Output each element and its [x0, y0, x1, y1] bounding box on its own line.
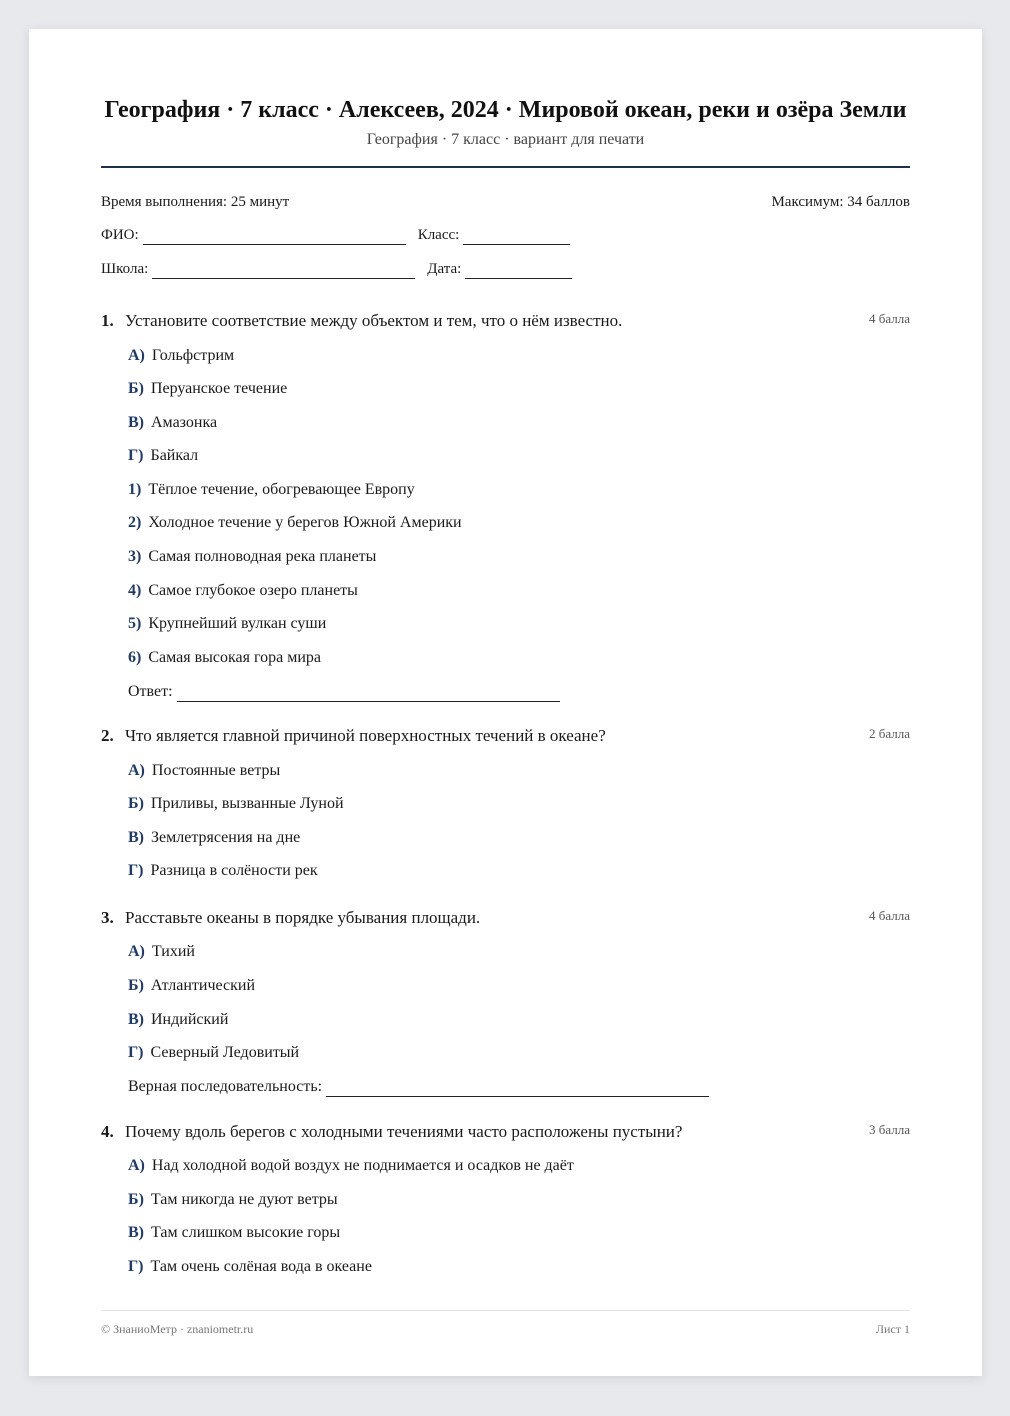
option-text: Атлантический: [150, 977, 256, 994]
option-key: 2): [128, 514, 142, 531]
option-key: А): [128, 762, 145, 779]
question-number: 3.: [101, 908, 114, 927]
option-key: А): [128, 1157, 145, 1174]
class-label: Класс:: [417, 227, 460, 243]
option-text: Самая полноводная река планеты: [148, 548, 377, 565]
option-item: [128, 1043, 299, 1063]
question-text: Что является главной причиной поверхностных течений в океане?: [125, 726, 606, 745]
option-key: В): [128, 414, 144, 431]
option-text: Гольфстрим: [151, 347, 235, 364]
option-item: [128, 861, 318, 881]
option-key: 3): [128, 548, 142, 565]
question-text: Установите соответствие между объектом и тем, что о нём известно.: [125, 311, 623, 330]
question-number: 1.: [101, 311, 114, 330]
page-title: География · 7 класс · Алексеев, 2024 · Мировой океан, реки и озёра Земли: [104, 97, 907, 123]
option-text: Постоянные ветры: [151, 762, 281, 779]
option-item: [128, 413, 217, 433]
footer-divider: [101, 1310, 910, 1311]
option-item: [128, 1223, 340, 1243]
option-text: Приливы, вызванные Луной: [150, 795, 344, 812]
option-key: 5): [128, 615, 142, 632]
footer-copyright: © ЗнаниоМетр · znaniometr.ru: [101, 1322, 254, 1336]
question-1: [101, 310, 910, 332]
fio-label: ФИО:: [101, 227, 139, 243]
option-item: [128, 828, 300, 848]
page-subtitle: География · 7 класс · вариант для печати: [366, 131, 645, 148]
option-key: Г): [128, 862, 144, 879]
option-text: Тёплое течение, обогревающее Европу: [148, 481, 415, 498]
option-text: Там очень солёная вода в океане: [150, 1258, 372, 1275]
option-text: Там никогда не дуют ветры: [150, 1191, 338, 1208]
answer-field[interactable]: [177, 687, 560, 702]
name-class-row: [101, 225, 910, 245]
school-date-row: [101, 259, 910, 279]
option-text: Северный Ледовитый: [150, 1044, 300, 1061]
class-field[interactable]: [463, 230, 570, 245]
question-2: [101, 725, 910, 747]
option-item: [128, 794, 344, 814]
header-divider: [101, 166, 910, 168]
option-text: Холодное течение у берегов Южной Америки: [148, 514, 462, 531]
option-key: А): [128, 943, 145, 960]
option-text: Тихий: [151, 943, 195, 960]
option-item: [128, 976, 255, 996]
question-number: 4.: [101, 1122, 114, 1141]
option-item: [128, 346, 234, 366]
answer-label: Ответ:: [128, 683, 173, 700]
max-score: Максимум: 34 баллов: [771, 194, 910, 210]
school-label: Школа:: [101, 261, 149, 277]
option-item: [128, 1156, 574, 1176]
option-item: [128, 942, 195, 962]
option-item: [128, 614, 326, 634]
option-text: Перуанское течение: [150, 380, 288, 397]
option-key: Б): [128, 977, 144, 994]
page-number: Лист 1: [875, 1322, 910, 1336]
option-text: Амазонка: [151, 414, 218, 431]
option-text: Крупнейший вулкан суши: [148, 615, 327, 632]
sequence-answer-field[interactable]: [326, 1082, 709, 1097]
option-item: [128, 379, 287, 399]
school-field[interactable]: [152, 264, 415, 279]
page-footer: [101, 1322, 910, 1337]
option-text: Байкал: [150, 447, 199, 464]
option-text: Землетрясения на дне: [151, 829, 301, 846]
option-key: Г): [128, 1044, 144, 1061]
option-key: 1): [128, 481, 142, 498]
option-key: В): [128, 829, 144, 846]
option-item: [128, 581, 358, 601]
date-label: Дата:: [427, 261, 462, 277]
option-item: [128, 1010, 228, 1030]
option-key: А): [128, 347, 145, 364]
question-4: [101, 1121, 910, 1143]
option-key: Б): [128, 795, 144, 812]
answer-row: [128, 682, 560, 702]
question-points: 4 балла: [869, 908, 910, 923]
option-key: Г): [128, 447, 144, 464]
option-item: [128, 446, 198, 466]
question-points: 2 балла: [869, 726, 910, 741]
question-number: 2.: [101, 726, 114, 745]
worksheet-page: [29, 29, 982, 1376]
question-text: Расставьте океаны в порядке убывания площади.: [125, 908, 481, 927]
option-key: В): [128, 1224, 144, 1241]
sequence-answer-row: [128, 1077, 709, 1097]
option-item: [128, 547, 376, 567]
sequence-answer-label: Верная последовательность:: [128, 1078, 323, 1095]
option-item: [128, 761, 280, 781]
option-key: Б): [128, 380, 144, 397]
option-item: [128, 648, 321, 668]
option-item: [128, 1257, 372, 1277]
question-3: [101, 907, 910, 929]
option-text: Там слишком высокие горы: [151, 1224, 341, 1241]
option-key: В): [128, 1011, 144, 1028]
option-text: Индийский: [151, 1011, 229, 1028]
question-points: 4 балла: [869, 311, 910, 326]
option-item: [128, 480, 415, 500]
question-points: 3 балла: [869, 1122, 910, 1137]
option-text: Над холодной водой воздух не поднимается и осадков не даёт: [151, 1157, 574, 1174]
option-key: Б): [128, 1191, 144, 1208]
option-item: [128, 1190, 338, 1210]
option-text: Разница в солёности рек: [150, 862, 318, 879]
meta-row: [101, 192, 910, 212]
question-text: Почему вдоль берегов с холодными течениями часто расположены пустыни?: [125, 1122, 683, 1141]
option-key: Г): [128, 1258, 144, 1275]
fio-field[interactable]: [143, 230, 406, 245]
option-item: [128, 513, 462, 533]
option-text: Самая высокая гора мира: [148, 649, 322, 666]
time-limit: Время выполнения: 25 минут: [101, 194, 290, 210]
option-key: 4): [128, 582, 142, 599]
option-key: 6): [128, 649, 142, 666]
option-text: Самое глубокое озеро планеты: [148, 582, 358, 599]
date-field[interactable]: [465, 264, 572, 279]
